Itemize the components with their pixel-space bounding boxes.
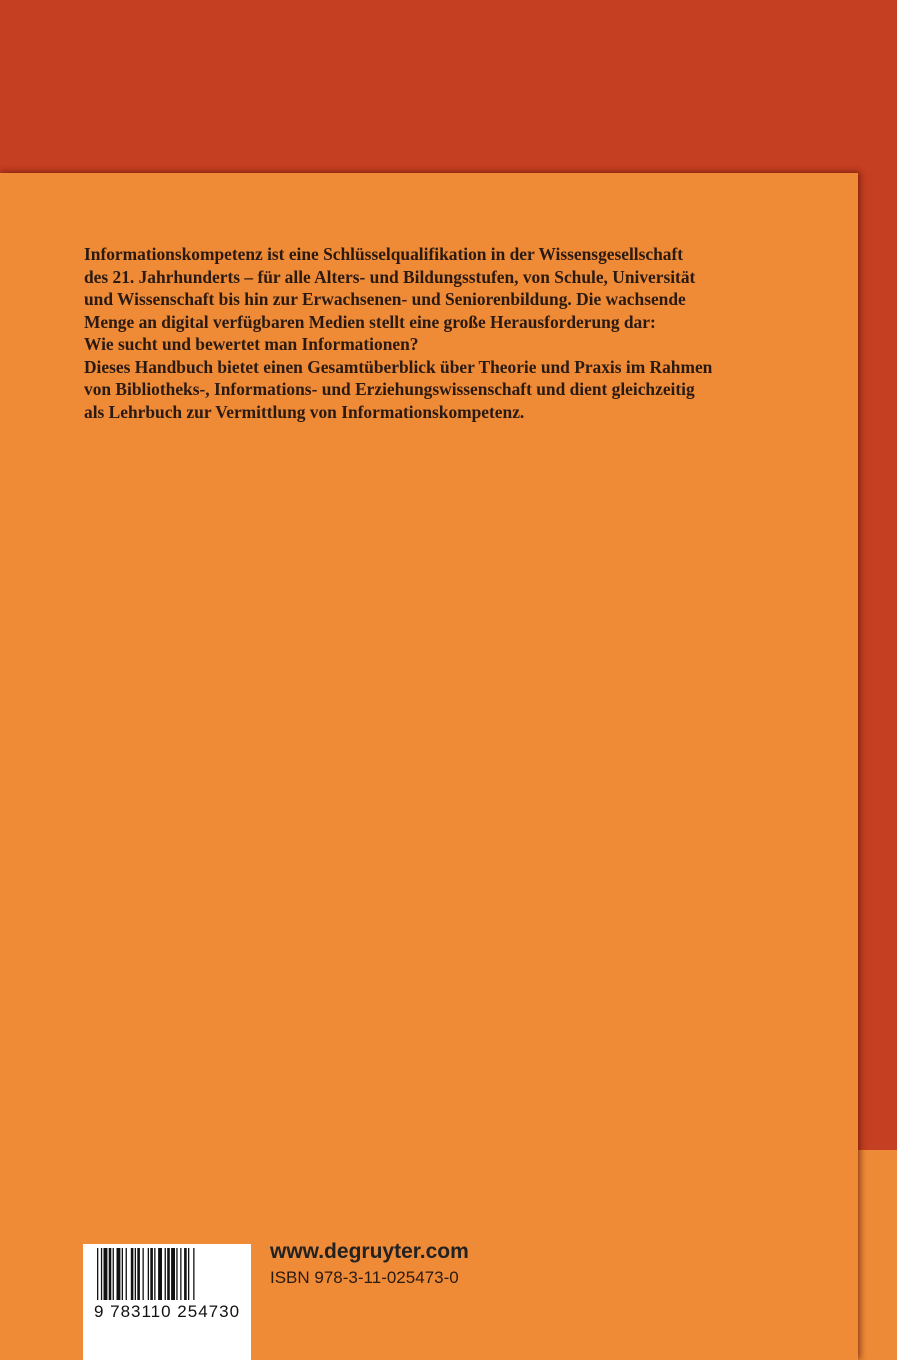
- blurb-text: [84, 243, 804, 423]
- barcode-bar: [158, 1248, 162, 1300]
- barcode-bar: [176, 1248, 177, 1300]
- blurb-line: Informationskompetenz ist eine Schlüsselqualifikation in der Wissensgesellschaft: [84, 244, 684, 264]
- barcode-bar: [184, 1248, 187, 1300]
- background-strip: [858, 1150, 897, 1360]
- barcode-bar: [148, 1248, 149, 1300]
- barcode-bar: [137, 1248, 140, 1300]
- barcode-bar: [113, 1248, 114, 1300]
- blurb-line: als Lehrbuch zur Vermittlung von Informationskompetenz.: [84, 401, 525, 422]
- blurb-line: Wie sucht und bewertet man Informationen?: [84, 334, 419, 354]
- barcode-bar: [97, 1248, 98, 1300]
- barcode-bar: [188, 1248, 189, 1300]
- barcode: [83, 1244, 251, 1360]
- barcode-bar: [167, 1248, 170, 1300]
- barcode-bar: [135, 1248, 136, 1300]
- barcode-bar: [109, 1248, 112, 1300]
- publisher-website[interactable]: www.degruyter.com: [270, 1240, 469, 1263]
- barcode-bar: [193, 1248, 194, 1300]
- blurb-line: und Wissenschaft bis hin zur Erwachsenen- und Seniorenbildung. Die wachsende: [84, 289, 686, 309]
- barcode-bar: [143, 1248, 144, 1300]
- barcode-bar: [171, 1248, 175, 1300]
- blurb-line: von Bibliotheks-, Informations- und Erziehungswissenschaft und dient gleichzeitig: [84, 379, 695, 399]
- isbn-number: ISBN 978-3-11-025473-0: [270, 1268, 459, 1287]
- barcode-bar: [180, 1248, 181, 1300]
- barcode-bar: [122, 1248, 123, 1300]
- barcode-digits: 9 783110 254730: [93, 1302, 241, 1321]
- barcode-icon: [83, 1244, 251, 1304]
- barcode-bar: [165, 1248, 166, 1300]
- barcode-bar: [101, 1248, 102, 1300]
- barcode-bar: [154, 1248, 155, 1300]
- blurb-line: des 21. Jahrhunderts – für alle Alters- und Bildungsstufen, von Schule, Universität: [84, 266, 696, 287]
- barcode-bar: [117, 1248, 121, 1300]
- barcode-bar: [131, 1248, 134, 1300]
- barcode-bar: [104, 1248, 108, 1300]
- barcode-bar: [150, 1248, 153, 1300]
- blurb-line: Menge an digital verfügbaren Medien stellt eine große Herausforderung dar:: [84, 311, 656, 332]
- barcode-bar: [126, 1248, 127, 1300]
- blurb-line: Dieses Handbuch bietet einen Gesamtüberblick über Theorie und Praxis im Rahmen: [84, 356, 713, 377]
